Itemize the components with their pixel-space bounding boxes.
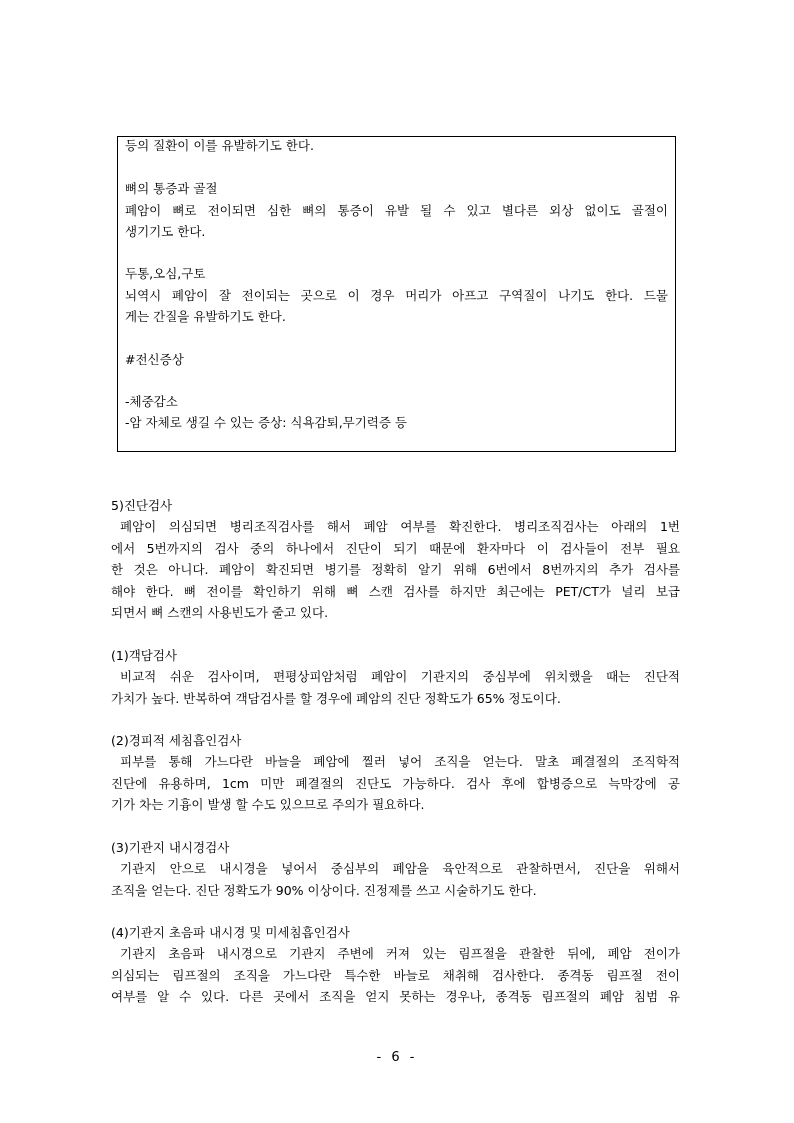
section-heading: 5)진단검사 xyxy=(111,498,173,513)
box-heading: 두통,오심,구토 xyxy=(125,266,206,281)
box-line: 폐암이 뼈로 전이되면 심한 뼈의 통증이 유발 될 수 있고 별다른 외상 없이도 골절이 xyxy=(125,203,668,218)
paragraph-line: 조직을 얻는다. 진단 정확도가 90% 이상이다. 진정제를 쓰고 시술하기도 한다. xyxy=(111,883,537,898)
box-line: -체중감소 xyxy=(125,394,178,409)
paragraph-line: 피부를 통해 가느다란 바늘을 폐암에 찔러 넣어 조직을 얻는다. 말초 폐결절의 조직학적 xyxy=(120,754,680,769)
box-heading: #전신증상 xyxy=(125,352,184,367)
section-heading: (1)객담검사 xyxy=(111,648,178,663)
box-line: 생기기도 한다. xyxy=(125,224,206,239)
paragraph-line: 기관지 안으로 내시경을 넣어서 중심부의 폐암을 육안적으로 관찰하면서, 진단을 위해서 xyxy=(120,861,680,876)
paragraph-line: 여부를 알 수 있다. 다른 곳에서 조직을 얻지 못하는 경우나, 종격동 림프절의 폐암 침범 유 xyxy=(111,989,680,1004)
paragraph-line: 기관지 초음파 내시경으로 기관지 주변에 커져 있는 림프절을 관찰한 뒤에, 폐암 전이가 xyxy=(120,946,680,961)
paragraph-line: 기가 차는 기흉이 발생 할 수도 있으므로 주의가 필요하다. xyxy=(111,797,425,812)
paragraph-line: 의심되는 림프절의 조직을 가느다란 특수한 바늘로 채취해 검사한다. 종격동 림프절 전이 xyxy=(111,968,680,983)
symptom-box xyxy=(117,136,676,452)
section-heading: (2)경피적 세침흡인검사 xyxy=(111,733,242,748)
box-heading: 뼈의 통증과 골절 xyxy=(125,181,218,196)
section-heading: (4)기관지 초음파 내시경 및 미세침흡인검사 xyxy=(111,925,350,940)
paragraph-line: 진단에 유용하며, 1cm 미만 폐결절의 진단도 가능하다. 검사 후에 합병증으로 늑막강에 공 xyxy=(111,776,680,791)
section-heading: (3)기관지 내시경검사 xyxy=(111,840,230,855)
paragraph-line: 비교적 쉬운 검사이며, 편평상피암처럼 폐암이 기관지의 중심부에 위치했을 때는 진단적 xyxy=(120,669,680,684)
paragraph-line: 해야 한다. 뼈 전이를 확인하기 위해 뼈 스캔 검사를 하지만 최근에는 PET/CT가 널리 보급 xyxy=(111,584,680,599)
box-line: -암 자체로 생길 수 있는 증상: 식욕감퇴,무기력증 등 xyxy=(125,415,408,430)
paragraph-line: 가치가 높다. 반복하여 객담검사를 할 경우에 폐암의 진단 정확도가 65% 정도이다. xyxy=(111,691,561,706)
paragraph-line: 한 것은 아니다. 폐암이 확진되면 병기를 정확히 알기 위해 6번에서 8번까지의 추가 검사를 xyxy=(111,562,680,577)
box-line: 뇌역시 폐암이 잘 전이되는 곳으로 이 경우 머리가 아프고 구역질이 나기도 한다. 드물 xyxy=(125,288,668,303)
paragraph-line: 폐암이 의심되면 병리조직검사를 해서 폐암 여부를 확진한다. 병리조직검사는 아래의 1번 xyxy=(120,519,680,534)
box-line: 게는 간질을 유발하기도 한다. xyxy=(125,309,286,324)
paragraph-line: 에서 5번까지의 검사 중의 하나에서 진단이 되기 때문에 환자마다 이 검사들이 전부 필요 xyxy=(111,541,680,556)
box-line: 등의 질환이 이를 유발하기도 한다. xyxy=(125,138,314,153)
paragraph-line: 되면서 뼈 스캔의 사용빈도가 줄고 있다. xyxy=(111,605,329,620)
page-number: - 6 - xyxy=(376,1050,418,1065)
